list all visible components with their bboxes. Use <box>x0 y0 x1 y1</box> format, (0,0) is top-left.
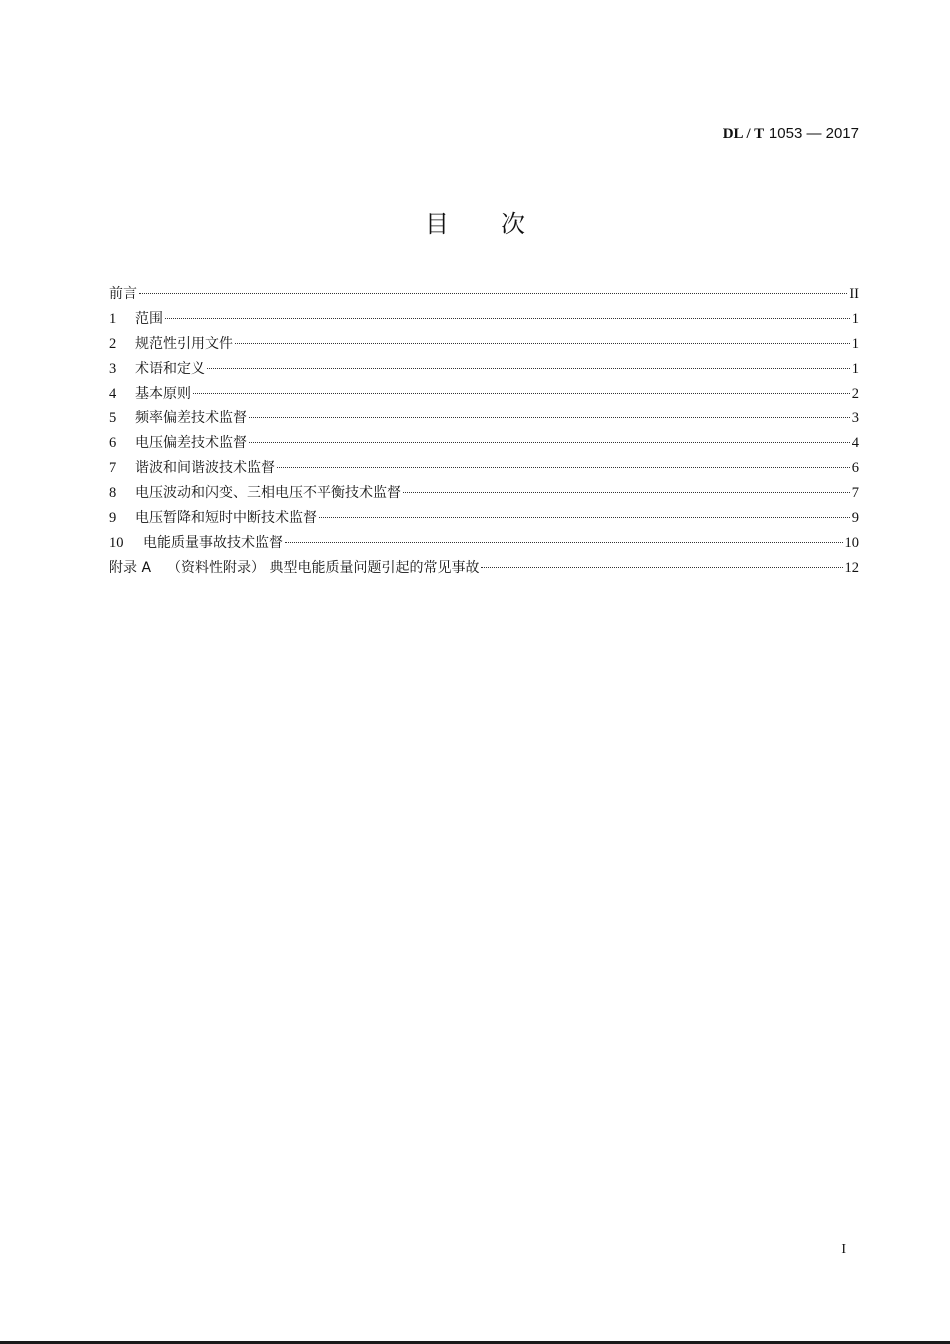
page-number: I <box>841 1242 846 1257</box>
toc-leader-dots <box>165 318 850 319</box>
toc-label: 基本原则 <box>135 385 191 402</box>
toc-leader-dots <box>193 393 850 394</box>
toc-label: 频率偏差技术监督 <box>135 410 247 427</box>
toc-section-number: 5 <box>109 410 117 427</box>
toc-leader-dots <box>235 343 850 344</box>
toc-label: 谐波和间谐波技术监督 <box>135 460 275 477</box>
toc-label: 规范性引用文件 <box>135 335 233 352</box>
toc-leader-dots <box>481 567 842 568</box>
toc-page-number: 7 <box>851 485 859 502</box>
toc-label: 范围 <box>135 310 163 327</box>
toc-page-number: 1 <box>851 335 859 352</box>
toc-section-number: 9 <box>109 510 117 527</box>
toc-appendix-number: 附录 A <box>109 559 152 576</box>
toc-entry-appendix-a[interactable] <box>109 556 859 581</box>
toc-leader-dots <box>319 517 850 518</box>
toc-label: （资料性附录） 典型电能质量问题引起的常见事故 <box>167 559 480 576</box>
page-title: 目次 <box>425 210 577 238</box>
toc-entry-8[interactable] <box>109 481 859 506</box>
toc-page-number: 3 <box>851 410 859 427</box>
toc-entry-10[interactable] <box>109 531 859 556</box>
toc-leader-dots <box>139 293 847 294</box>
toc-section-number: 8 <box>109 485 117 502</box>
toc-leader-dots <box>403 492 850 493</box>
standard-number: 1053 — 2017 <box>768 125 859 142</box>
toc-label: 前言 <box>109 286 137 302</box>
toc-entry-3[interactable] <box>109 357 859 382</box>
standard-code <box>723 124 859 143</box>
toc-leader-dots <box>277 467 850 468</box>
toc-section-number: 2 <box>109 335 117 352</box>
toc-page-number: 4 <box>851 435 859 452</box>
toc-label: 电压波动和闪变、三相电压不平衡技术监督 <box>135 485 401 502</box>
toc-entry-5[interactable] <box>109 406 859 431</box>
toc-page-number: 2 <box>851 385 859 402</box>
toc-leader-dots <box>285 542 843 543</box>
toc-entry-7[interactable] <box>109 456 859 481</box>
toc-label: 电压偏差技术监督 <box>135 435 247 452</box>
toc-page-number: 9 <box>851 510 859 527</box>
standard-prefix: DL / T <box>722 126 765 142</box>
toc-section-number: 1 <box>109 310 117 327</box>
toc-leader-dots <box>249 417 850 418</box>
toc-leader-dots <box>249 442 850 443</box>
toc-entry-4[interactable] <box>109 382 859 407</box>
toc-section-number: 6 <box>109 435 117 452</box>
toc-entry-2[interactable] <box>109 332 859 357</box>
toc-entry-9[interactable] <box>109 506 859 531</box>
toc-page-number: 12 <box>844 559 859 576</box>
toc-label: 术语和定义 <box>135 360 205 377</box>
toc-entry-6[interactable] <box>109 431 859 456</box>
toc-label: 电压暂降和短时中断技术监督 <box>135 510 317 527</box>
toc-page-number: 10 <box>844 534 859 551</box>
toc-page-number: 1 <box>851 360 859 377</box>
toc-page-number: II <box>849 286 859 302</box>
toc-section-number: 10 <box>109 534 124 551</box>
toc-section-number: 7 <box>109 460 117 477</box>
toc-page-number: 6 <box>851 460 859 477</box>
toc-leader-dots <box>207 368 850 369</box>
table-of-contents <box>109 282 859 581</box>
toc-section-number: 4 <box>109 385 117 402</box>
toc-label: 电能质量事故技术监督 <box>143 534 283 551</box>
toc-entry-foreword[interactable] <box>109 282 859 307</box>
toc-section-number: 3 <box>109 360 117 377</box>
toc-page-number: 1 <box>851 310 859 327</box>
toc-entry-1[interactable] <box>109 307 859 332</box>
